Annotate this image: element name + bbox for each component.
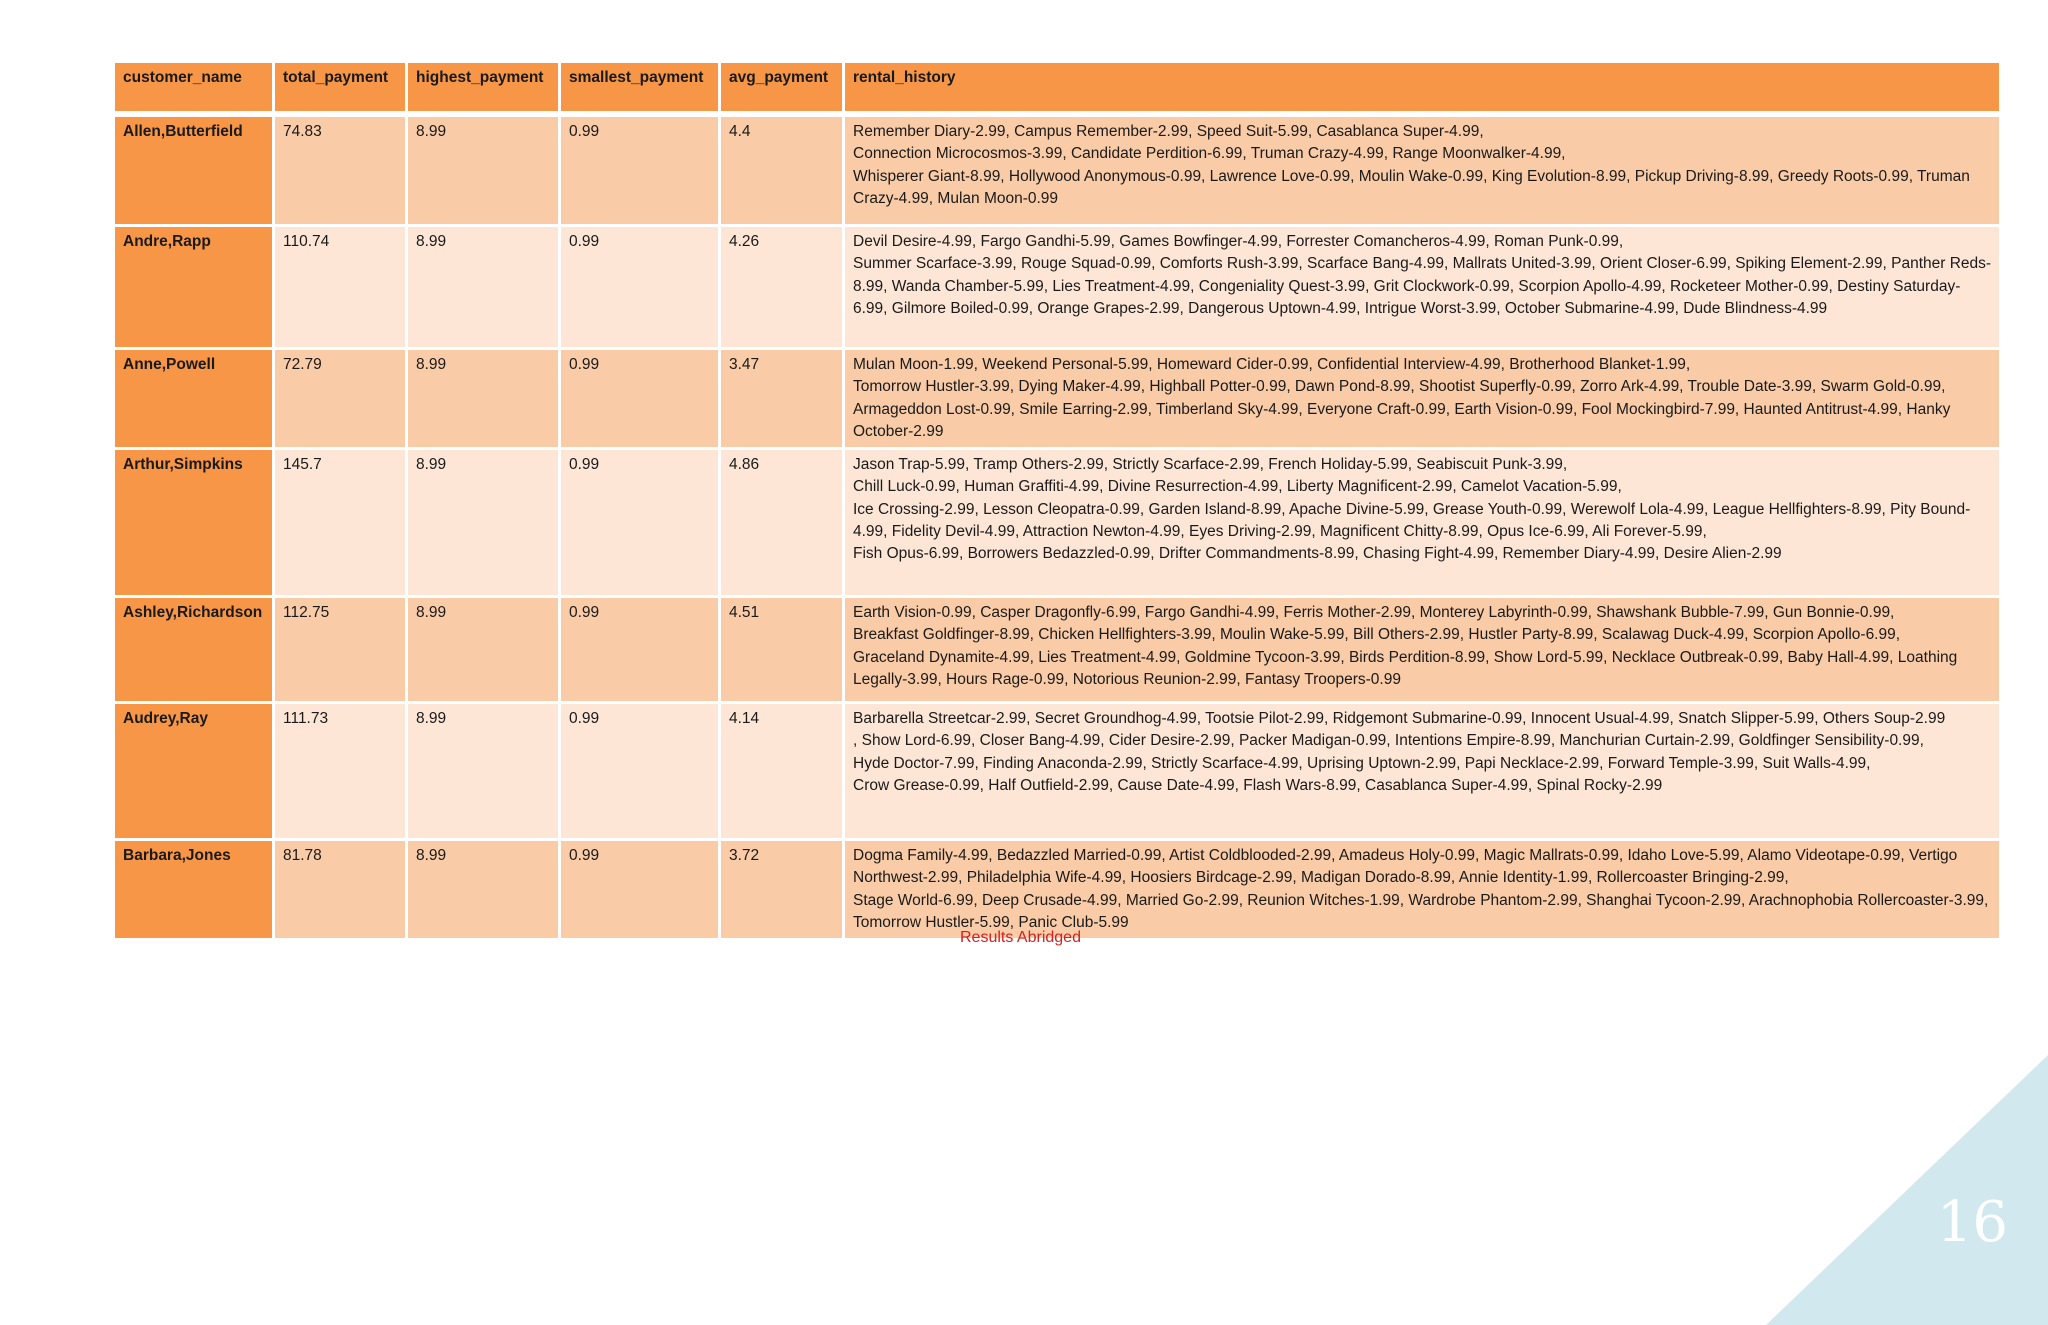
smallest-payment-cell: 0.99: [561, 704, 718, 838]
avg-payment-cell: 4.86: [721, 450, 842, 595]
avg-payment-cell: 4.14: [721, 704, 842, 838]
highest-payment-cell: 8.99: [408, 704, 558, 838]
avg-payment-cell: 3.72: [721, 841, 842, 938]
highest-payment-cell: 8.99: [408, 117, 558, 224]
highest-payment-cell: 8.99: [408, 598, 558, 701]
customer-name-cell: Ashley,Richardson: [115, 598, 272, 701]
total-payment-cell: 81.78: [275, 841, 405, 938]
customer-name-cell: Anne,Powell: [115, 350, 272, 447]
avg-payment-cell: 3.47: [721, 350, 842, 447]
rental-history-cell: Remember Diary-2.99, Campus Remember-2.99, Speed Suit-5.99, Casablanca Super-4.99, Connection Microcosmos-3.99, Candidate Perdition-6.99, Truman Crazy-4.99, Range Moonwalker-4.99, Whisperer Giant-8.99, Hollywood Anonymous-0.99, Lawrence Love-0.99, Moulin Wake-0.99, King Evolution-8.99, Pickup Driving-8.99, Greedy Roots-0.99, Truman Crazy-4.99, Mulan Moon-0.99: [845, 117, 1999, 224]
column-header-total-payment: total_payment: [275, 63, 405, 114]
table-row: [115, 450, 1999, 595]
avg-payment-cell: 4.26: [721, 227, 842, 347]
results-abridged-note: Results Abridged: [960, 929, 1081, 946]
smallest-payment-cell: 0.99: [561, 598, 718, 701]
header-row: [115, 63, 1999, 114]
total-payment-cell: 110.74: [275, 227, 405, 347]
column-header-smallest-payment: smallest_payment: [561, 63, 718, 114]
customer-name-cell: Allen,Butterfield: [115, 117, 272, 224]
column-header-highest-payment: highest_payment: [408, 63, 558, 114]
rental-history-cell: Barbarella Streetcar-2.99, Secret Groundhog-4.99, Tootsie Pilot-2.99, Ridgemont Submarine-0.99, Innocent Usual-4.99, Snatch Slipper-5.99, Others Soup-2.99 , Show Lord-6.99, Closer Bang-4.99, Cider Desire-2.99, Packer Madigan-0.99, Intentions Empire-8.99, Manchurian Curtain-2.99, Goldfinger Sensibility-0.99, Hyde Doctor-7.99, Finding Anaconda-2.99, Strictly Scarface-4.99, Uprising Uptown-2.99, Papi Necklace-2.99, Forward Temple-3.99, Suit Walls-4.99, Crow Grease-0.99, Half Outfield-2.99, Cause Date-4.99, Flash Wars-8.99, Casablanca Super-4.99, Spinal Rocky-2.99: [845, 704, 1999, 838]
page-number: 16: [1936, 1190, 2008, 1255]
highest-payment-cell: 8.99: [408, 227, 558, 347]
rental-history-cell: Devil Desire-4.99, Fargo Gandhi-5.99, Games Bowfinger-4.99, Forrester Comancheros-4.99, Roman Punk-0.99, Summer Scarface-3.99, Rouge Squad-0.99, Comforts Rush-3.99, Scarface Bang-4.99, Mallrats United-3.99, Orient Closer-6.99, Spiking Element-2.99, Panther Reds-8.99, Wanda Chamber-5.99, Lies Treatment-4.99, Congeniality Quest-3.99, Grit Clockwork-0.99, Scorpion Apollo-4.99, Rocketeer Mother-0.99, Destiny Saturday-6.99, Gilmore Boiled-0.99, Orange Grapes-2.99, Dangerous Uptown-4.99, Intrigue Worst-3.99, October Submarine-4.99, Dude Blindness-4.99: [845, 227, 1999, 347]
highest-payment-cell: 8.99: [408, 350, 558, 447]
table-row: [115, 350, 1999, 447]
rental-history-cell: Dogma Family-4.99, Bedazzled Married-0.99, Artist Coldblooded-2.99, Amadeus Holy-0.99, Magic Mallrats-0.99, Idaho Love-5.99, Alamo Videotape-0.99, Vertigo Northwest-2.99, Philadelphia Wife-4.99, Hoosiers Birdcage-2.99, Madigan Dorado-8.99, Annie Identity-1.99, Rollercoaster Bringing-2.99, Stage World-6.99, Deep Crusade-4.99, Married Go-2.99, Reunion Witches-1.99, Wardrobe Phantom-2.99, Shanghai Tycoon-2.99, Arachnophobia Rollercoaster-3.99, Tomorrow Hustler-5.99, Panic Club-5.99: [845, 841, 1999, 938]
highest-payment-cell: 8.99: [408, 841, 558, 938]
customer-name-cell: Audrey,Ray: [115, 704, 272, 838]
total-payment-cell: 145.7: [275, 450, 405, 595]
customer-name-cell: Andre,Rapp: [115, 227, 272, 347]
table-row: [115, 841, 1999, 938]
rental-history-cell: Earth Vision-0.99, Casper Dragonfly-6.99, Fargo Gandhi-4.99, Ferris Mother-2.99, Monterey Labyrinth-0.99, Shawshank Bubble-7.99, Gun Bonnie-0.99, Breakfast Goldfinger-8.99, Chicken Hellfighters-3.99, Moulin Wake-5.99, Bill Others-2.99, Hustler Party-8.99, Scalawag Duck-4.99, Scorpion Apollo-6.99, Graceland Dynamite-4.99, Lies Treatment-4.99, Goldmine Tycoon-3.99, Birds Perdition-8.99, Show Lord-5.99, Necklace Outbreak-0.99, Baby Hall-4.99, Loathing Legally-3.99, Hours Rage-0.99, Notorious Reunion-2.99, Fantasy Troopers-0.99: [845, 598, 1999, 701]
smallest-payment-cell: 0.99: [561, 117, 718, 224]
column-header-rental-history: rental_history: [845, 63, 1999, 114]
customer-name-cell: Arthur,Simpkins: [115, 450, 272, 595]
rental-history-cell: Jason Trap-5.99, Tramp Others-2.99, Strictly Scarface-2.99, French Holiday-5.99, Seabiscuit Punk-3.99, Chill Luck-0.99, Human Graffiti-4.99, Divine Resurrection-4.99, Liberty Magnificent-2.99, Camelot Vacation-5.99, Ice Crossing-2.99, Lesson Cleopatra-0.99, Garden Island-8.99, Apache Divine-5.99, Grease Youth-0.99, Werewolf Lola-4.99, League Hellfighters-8.99, Pity Bound-4.99, Fidelity Devil-4.99, Attraction Newton-4.99, Eyes Driving-2.99, Magnificent Chitty-8.99, Opus Ice-6.99, Ali Forever-5.99, Fish Opus-6.99, Borrowers Bedazzled-0.99, Drifter Commandments-8.99, Chasing Fight-4.99, Remember Diary-4.99, Desire Alien-2.99: [845, 450, 1999, 595]
table-row: [115, 704, 1999, 838]
smallest-payment-cell: 0.99: [561, 841, 718, 938]
avg-payment-cell: 4.51: [721, 598, 842, 701]
results-table: [112, 60, 2002, 941]
customer-name-cell: Barbara,Jones: [115, 841, 272, 938]
rental-history-cell: Mulan Moon-1.99, Weekend Personal-5.99, Homeward Cider-0.99, Confidential Interview-4.99, Brotherhood Blanket-1.99, Tomorrow Hustler-3.99, Dying Maker-4.99, Highball Potter-0.99, Dawn Pond-8.99, Shootist Superfly-0.99, Zorro Ark-4.99, Trouble Date-3.99, Swarm Gold-0.99, Armageddon Lost-0.99, Smile Earring-2.99, Timberland Sky-4.99, Everyone Craft-0.99, Earth Vision-0.99, Fool Mockingbird-7.99, Haunted Antitrust-4.99, Hanky October-2.99: [845, 350, 1999, 447]
avg-payment-cell: 4.4: [721, 117, 842, 224]
table-row: [115, 117, 1999, 224]
smallest-payment-cell: 0.99: [561, 227, 718, 347]
table-row: [115, 227, 1999, 347]
total-payment-cell: 74.83: [275, 117, 405, 224]
total-payment-cell: 72.79: [275, 350, 405, 447]
smallest-payment-cell: 0.99: [561, 350, 718, 447]
total-payment-cell: 112.75: [275, 598, 405, 701]
highest-payment-cell: 8.99: [408, 450, 558, 595]
smallest-payment-cell: 0.99: [561, 450, 718, 595]
column-header-avg-payment: avg_payment: [721, 63, 842, 114]
column-header-customer-name: customer_name: [115, 63, 272, 114]
table-row: [115, 598, 1999, 701]
total-payment-cell: 111.73: [275, 704, 405, 838]
